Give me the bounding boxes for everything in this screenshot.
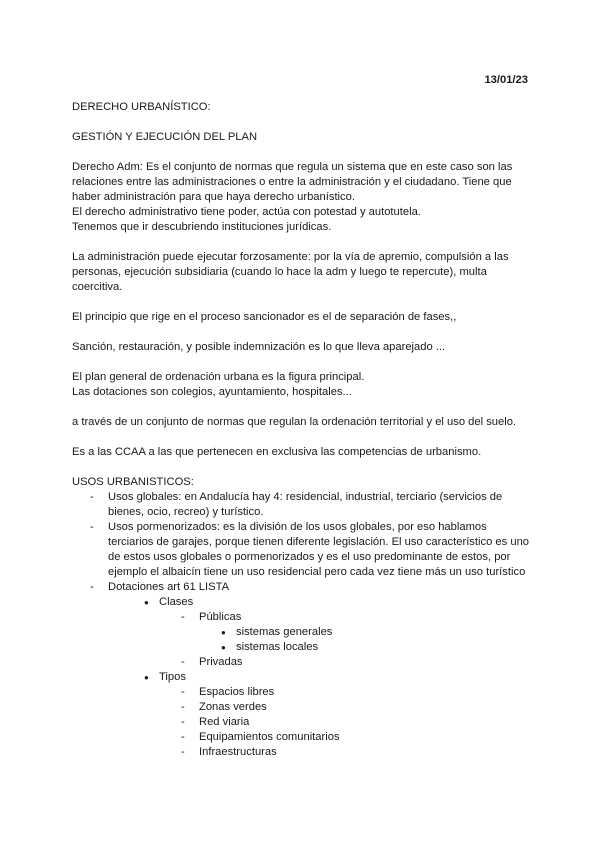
list-item-sistemas-generales: ● sistemas generales	[221, 625, 536, 640]
document-subtitle: GESTIÓN Y EJECUCIÓN DEL PLAN	[72, 131, 258, 143]
document-title: DERECHO URBANÍSTICO:	[72, 101, 211, 113]
paragraph-line: personas, ejecución subsidiaria (cuando lo hace la adm y luego te repercute), multa	[72, 266, 487, 278]
list-item-clases: ● Clases - Públicas ● sistemas generales ● sistemas locales - Privadas	[144, 595, 536, 670]
list-item-usos-globales: - Usos globales: en Andalucía hay 4: residencial, industrial, terciario (servicios de bienes, ocio, recreo) y turístico.	[90, 490, 536, 520]
paragraph-line: El derecho administrativo tiene poder, actúa con potestad y autotutela.	[72, 206, 421, 218]
list-item-usos-pormenorizados: - Usos pormenorizados: es la división de los usos globales, por eso hablamos terciarios de garajes, porque tienen diferente legislación. El uso característico es uno de estos usos globales o pormenorizados y es el uso predominante de estos, por ejemplo el albaicín tiene un uso residencial pero cada vez tiene más un uso turístico	[90, 520, 536, 580]
list-item-tipo: - Espacios libres	[181, 685, 536, 700]
list-item-tipo: - Equipamientos comunitarios	[181, 730, 536, 745]
paragraph-ccaa: Es a las CCAA a las que pertenecen en exclusiva las competencias de urbanismo.	[72, 446, 482, 458]
usos-list	[72, 490, 536, 760]
dotaciones-sublist	[108, 595, 536, 760]
paragraph-normas: a través de un conjunto de normas que regulan la ordenación territorial y el uso del suelo.	[72, 416, 517, 428]
clases-sublist	[159, 610, 536, 670]
publicas-sublist	[199, 625, 536, 655]
list-item-tipos: ● Tipos - Espacios libres - Zonas verdes - Red viaria - Equipamientos comunitarios - Infraestructuras	[144, 670, 536, 760]
document-body	[72, 100, 536, 760]
paragraph-line: La administración puede ejecutar forzosamente: por la vía de apremio, compulsión a las	[72, 251, 509, 263]
paragraph-line: Tenemos que ir descubriendo instituciones jurídicas.	[72, 221, 332, 233]
paragraph-derecho-adm	[72, 160, 536, 235]
paragraph-ejecucion-forzosa	[72, 250, 536, 295]
paragraph-principio: El principio que rige en el proceso sancionador es el de separación de fases,,	[72, 311, 457, 323]
paragraph-line: coercitiva.	[72, 281, 123, 293]
list-item-publicas: - Públicas ● sistemas generales ● sistemas locales	[181, 610, 536, 655]
list-item-tipo: - Infraestructuras	[181, 745, 536, 760]
tipos-sublist	[159, 685, 536, 760]
document-date: 13/01/23	[484, 74, 528, 86]
paragraph-plan-general	[72, 370, 536, 400]
list-item-sistemas-locales: ● sistemas locales	[221, 640, 536, 655]
usos-heading: USOS URBANISTICOS:	[72, 476, 194, 488]
list-item-dotaciones: - Dotaciones art 61 LISTA ● Clases - Públicas ● sistemas generales ● sistemas locales - Privadas ● Tipos - Espacios libres - Zonas verdes - Red viaria - Equipamientos comunitarios - Infraestructuras	[90, 580, 536, 760]
list-item-tipo: - Zonas verdes	[181, 700, 536, 715]
paragraph-line: El plan general de ordenación urbana es la figura principal.	[72, 371, 365, 383]
paragraph-line: Las dotaciones son colegios, ayuntamiento, hospitales...	[72, 386, 352, 398]
list-item-privadas: - Privadas	[181, 655, 536, 670]
paragraph-line: relaciones entre las administraciones o entre la administración y el ciudadano. Tiene que	[72, 176, 512, 188]
list-item-tipo: - Red viaria	[181, 715, 536, 730]
paragraph-line: haber administración para que haya derecho urbanístico.	[72, 191, 355, 203]
paragraph-sancion: Sanción, restauración, y posible indemnización es lo que lleva aparejado ...	[72, 341, 446, 353]
paragraph-line: Derecho Adm: Es el conjunto de normas que regula un sistema que en este caso son las	[72, 161, 513, 173]
